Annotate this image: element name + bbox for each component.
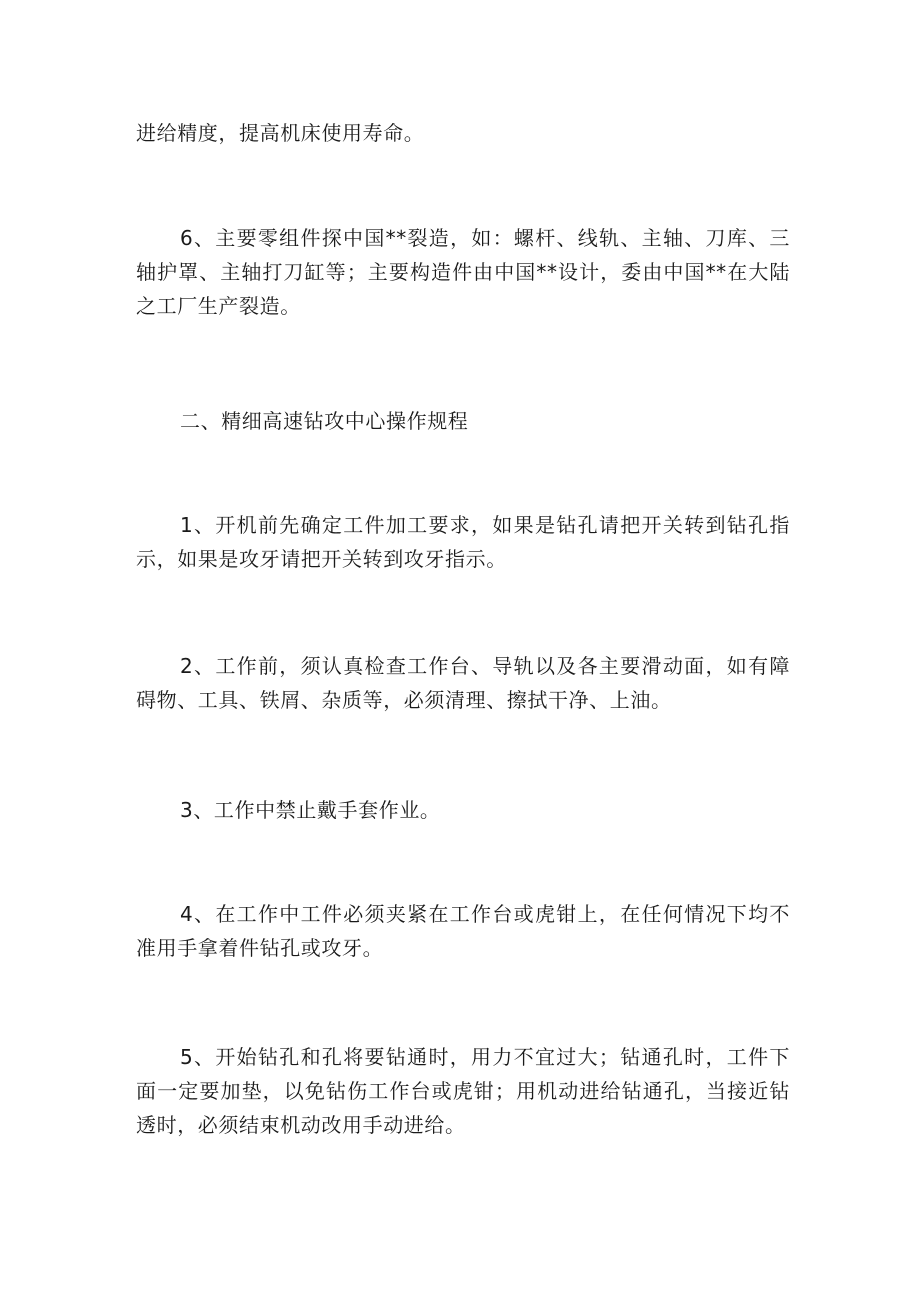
paragraph-item-6: 6、主要零组件探中国**裂造，如：螺杆、线轨、主轴、刀库、三轴护罩、主轴打刀缸等；主要构造件由中国**设计，委由中国**在大陆之工厂生产裂造。 (136, 226, 790, 318)
section-heading: 二、精细高速钻攻中心操作规程 (180, 409, 469, 433)
paragraph-item-3: 3、工作中禁止戴手套作业。 (180, 798, 441, 822)
paragraph-item-1: 1、开机前先确定工件加工要求，如果是钻孔请把开关转到钻孔指示，如果是攻牙请把开关转到攻牙指示。 (136, 513, 790, 571)
paragraph-item-2: 2、工作前，须认真检查工作台、导轨以及各主要滑动面，如有障碍物、工具、铁屑、杂质等，必须清理、擦拭干净、上油。 (136, 654, 790, 712)
paragraph-continuation: 进给精度，提高机床使用寿命。 (136, 121, 425, 145)
paragraph-item-5: 5、开始钻孔和孔将要钻通时，用力不宜过大；钻通孔时，工件下面一定要加垫，以免钻伤工作台或虎钳；用机动进给钻通孔，当接近钻透时，必须结束机动改用手动进给。 (136, 1045, 790, 1137)
paragraph-item-4: 4、在工作中工件必须夹紧在工作台或虎钳上，在任何情况下均不准用手拿着件钻孔或攻牙。 (136, 902, 790, 960)
